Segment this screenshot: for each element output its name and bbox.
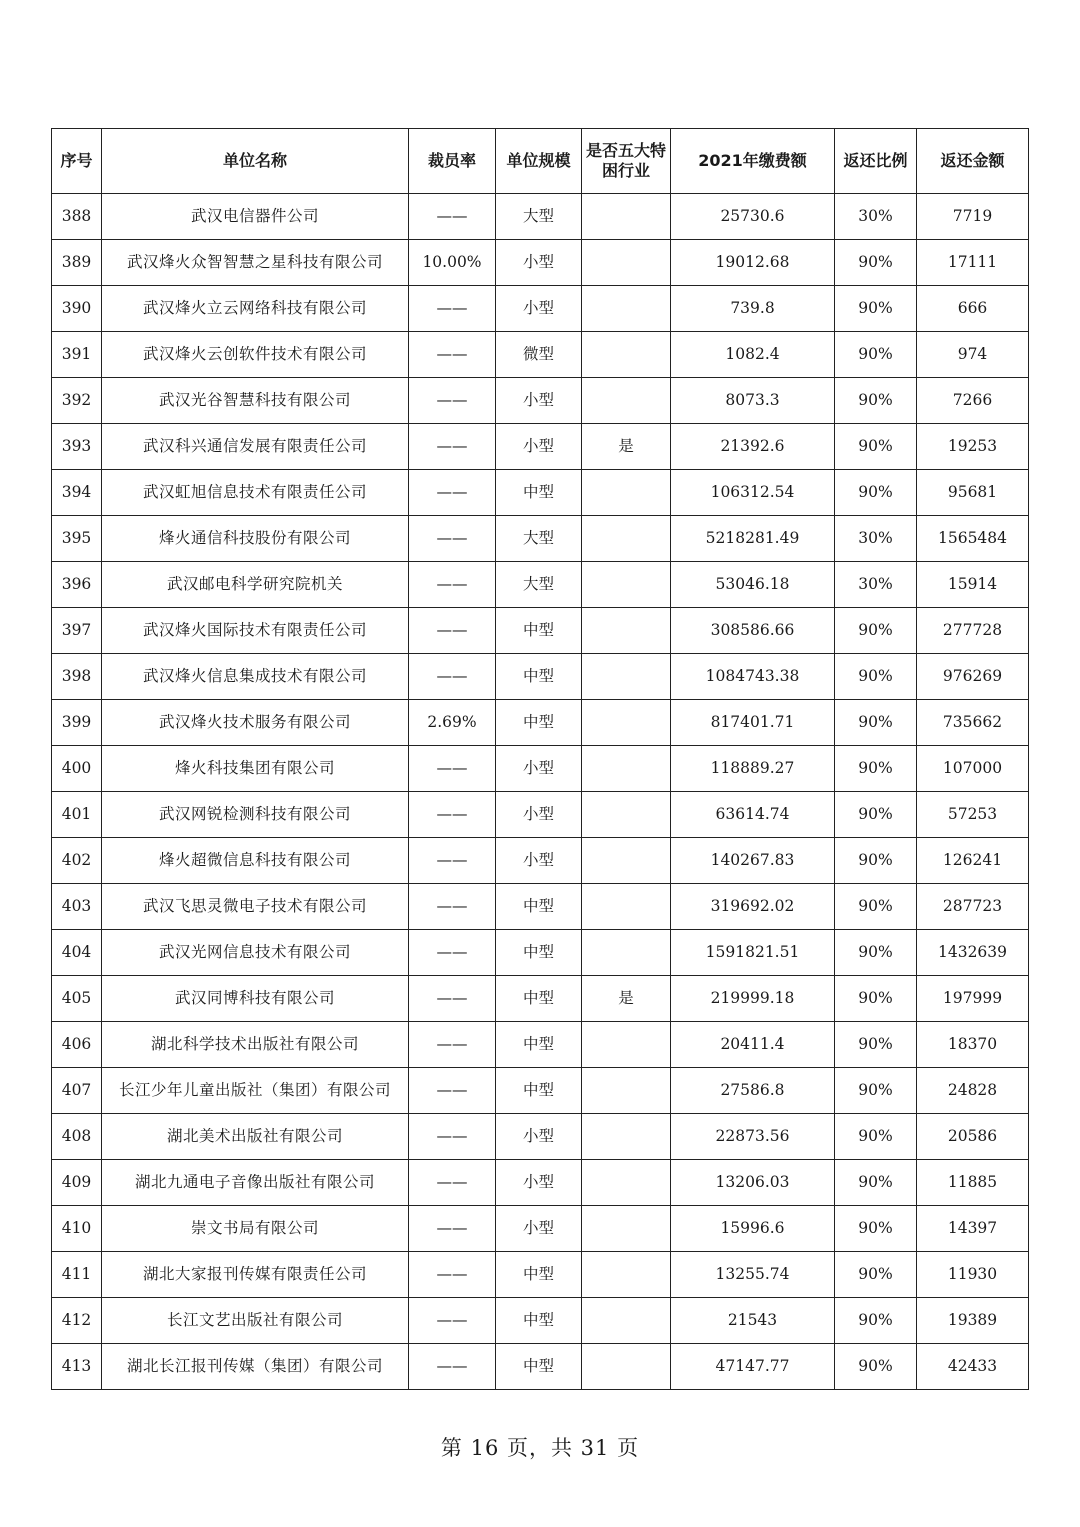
table-row: [52, 700, 1029, 746]
refund-ratio-cell: 90%: [835, 1068, 917, 1114]
table-row: [52, 516, 1029, 562]
unit-name-cell: 武汉网锐检测科技有限公司: [102, 792, 409, 838]
row-number-cell: 388: [52, 194, 102, 240]
unit-name-cell: 湖北长江报刊传媒（集团）有限公司: [102, 1344, 409, 1390]
refund-amount-cell: 7266: [917, 378, 1029, 424]
refund-ratio-cell: 90%: [835, 746, 917, 792]
unit-name-cell: 烽火超微信息科技有限公司: [102, 838, 409, 884]
contribution-2021-cell: 118889.27: [671, 746, 835, 792]
layoff-rate-cell: ——: [409, 378, 496, 424]
layoff-rate-cell: ——: [409, 746, 496, 792]
refund-ratio-cell: 90%: [835, 976, 917, 1022]
special-industry-cell: [582, 1068, 671, 1114]
unit-scale-cell: 小型: [496, 792, 582, 838]
unit-name-cell: 武汉烽火众智智慧之星科技有限公司: [102, 240, 409, 286]
special-industry-cell: 是: [582, 976, 671, 1022]
unit-scale-cell: 中型: [496, 884, 582, 930]
special-industry-cell: [582, 1252, 671, 1298]
table-row: [52, 1068, 1029, 1114]
contribution-2021-cell: 19012.68: [671, 240, 835, 286]
contribution-2021-cell: 22873.56: [671, 1114, 835, 1160]
refund-amount-cell: 57253: [917, 792, 1029, 838]
table-row: [52, 286, 1029, 332]
unit-name-cell: 武汉烽火国际技术有限责任公司: [102, 608, 409, 654]
header-cell: 返还金额: [917, 129, 1029, 194]
unit-scale-cell: 小型: [496, 378, 582, 424]
layoff-rate-cell: ——: [409, 470, 496, 516]
row-number-cell: 411: [52, 1252, 102, 1298]
special-industry-cell: [582, 792, 671, 838]
header-cell: 返还比例: [835, 129, 917, 194]
header-cell: 是否五大特困行业: [582, 129, 671, 194]
layoff-rate-cell: ——: [409, 884, 496, 930]
contribution-2021-cell: 140267.83: [671, 838, 835, 884]
row-number-cell: 397: [52, 608, 102, 654]
refund-ratio-cell: 90%: [835, 792, 917, 838]
table-row: [52, 378, 1029, 424]
table-row: [52, 470, 1029, 516]
layoff-rate-cell: ——: [409, 792, 496, 838]
row-number-cell: 409: [52, 1160, 102, 1206]
layoff-rate-cell: ——: [409, 1252, 496, 1298]
table-body: [52, 194, 1029, 1390]
table-row: [52, 1206, 1029, 1252]
refund-ratio-cell: 90%: [835, 654, 917, 700]
refund-ratio-cell: 90%: [835, 424, 917, 470]
row-number-cell: 393: [52, 424, 102, 470]
special-industry-cell: [582, 1160, 671, 1206]
row-number-cell: 401: [52, 792, 102, 838]
unit-scale-cell: 大型: [496, 516, 582, 562]
unit-name-cell: 湖北美术出版社有限公司: [102, 1114, 409, 1160]
refund-amount-cell: 19253: [917, 424, 1029, 470]
contribution-2021-cell: 1082.4: [671, 332, 835, 378]
refund-amount-cell: 17111: [917, 240, 1029, 286]
layoff-rate-cell: ——: [409, 286, 496, 332]
unit-scale-cell: 中型: [496, 608, 582, 654]
table-row: [52, 976, 1029, 1022]
special-industry-cell: [582, 1344, 671, 1390]
row-number-cell: 389: [52, 240, 102, 286]
refund-ratio-cell: 90%: [835, 1252, 917, 1298]
special-industry-cell: [582, 1298, 671, 1344]
refund-amount-cell: 7719: [917, 194, 1029, 240]
unit-scale-cell: 中型: [496, 654, 582, 700]
refund-ratio-cell: 90%: [835, 1160, 917, 1206]
refund-ratio-cell: 90%: [835, 930, 917, 976]
refund-table: [51, 128, 1029, 1390]
table-row: [52, 1160, 1029, 1206]
refund-ratio-cell: 90%: [835, 838, 917, 884]
special-industry-cell: [582, 700, 671, 746]
row-number-cell: 396: [52, 562, 102, 608]
refund-amount-cell: 666: [917, 286, 1029, 332]
unit-scale-cell: 中型: [496, 1298, 582, 1344]
layoff-rate-cell: ——: [409, 838, 496, 884]
refund-ratio-cell: 90%: [835, 700, 917, 746]
contribution-2021-cell: 47147.77: [671, 1344, 835, 1390]
unit-scale-cell: 小型: [496, 1206, 582, 1252]
row-number-cell: 403: [52, 884, 102, 930]
refund-amount-cell: 287723: [917, 884, 1029, 930]
table-row: [52, 1298, 1029, 1344]
special-industry-cell: [582, 562, 671, 608]
refund-ratio-cell: 90%: [835, 884, 917, 930]
special-industry-cell: [582, 516, 671, 562]
unit-scale-cell: 小型: [496, 746, 582, 792]
layoff-rate-cell: ——: [409, 608, 496, 654]
unit-name-cell: 湖北九通电子音像出版社有限公司: [102, 1160, 409, 1206]
row-number-cell: 410: [52, 1206, 102, 1252]
unit-scale-cell: 中型: [496, 1252, 582, 1298]
refund-ratio-cell: 90%: [835, 1022, 917, 1068]
contribution-2021-cell: 13206.03: [671, 1160, 835, 1206]
refund-ratio-cell: 30%: [835, 194, 917, 240]
layoff-rate-cell: ——: [409, 1068, 496, 1114]
refund-amount-cell: 20586: [917, 1114, 1029, 1160]
layoff-rate-cell: ——: [409, 332, 496, 378]
refund-amount-cell: 1565484: [917, 516, 1029, 562]
refund-ratio-cell: 90%: [835, 286, 917, 332]
row-number-cell: 398: [52, 654, 102, 700]
contribution-2021-cell: 27586.8: [671, 1068, 835, 1114]
row-number-cell: 400: [52, 746, 102, 792]
layoff-rate-cell: ——: [409, 1022, 496, 1068]
refund-ratio-cell: 90%: [835, 1298, 917, 1344]
header-cell: 2021年缴费额: [671, 129, 835, 194]
unit-scale-cell: 中型: [496, 1344, 582, 1390]
layoff-rate-cell: ——: [409, 930, 496, 976]
row-number-cell: 404: [52, 930, 102, 976]
refund-amount-cell: 95681: [917, 470, 1029, 516]
header-cell: 序号: [52, 129, 102, 194]
unit-name-cell: 长江文艺出版社有限公司: [102, 1298, 409, 1344]
unit-name-cell: 烽火科技集团有限公司: [102, 746, 409, 792]
unit-name-cell: 武汉虹旭信息技术有限责任公司: [102, 470, 409, 516]
special-industry-cell: [582, 378, 671, 424]
row-number-cell: 399: [52, 700, 102, 746]
unit-scale-cell: 小型: [496, 838, 582, 884]
unit-name-cell: 武汉烽火技术服务有限公司: [102, 700, 409, 746]
layoff-rate-cell: ——: [409, 1298, 496, 1344]
unit-name-cell: 长江少年儿童出版社（集团）有限公司: [102, 1068, 409, 1114]
row-number-cell: 408: [52, 1114, 102, 1160]
row-number-cell: 392: [52, 378, 102, 424]
row-number-cell: 413: [52, 1344, 102, 1390]
refund-ratio-cell: 90%: [835, 608, 917, 654]
unit-scale-cell: 中型: [496, 700, 582, 746]
refund-ratio-cell: 30%: [835, 562, 917, 608]
contribution-2021-cell: 63614.74: [671, 792, 835, 838]
special-industry-cell: [582, 838, 671, 884]
contribution-2021-cell: 25730.6: [671, 194, 835, 240]
unit-name-cell: 湖北科学技术出版社有限公司: [102, 1022, 409, 1068]
special-industry-cell: [582, 286, 671, 332]
refund-amount-cell: 42433: [917, 1344, 1029, 1390]
row-number-cell: 395: [52, 516, 102, 562]
unit-scale-cell: 大型: [496, 562, 582, 608]
unit-name-cell: 武汉烽火云创软件技术有限公司: [102, 332, 409, 378]
special-industry-cell: [582, 884, 671, 930]
table-row: [52, 654, 1029, 700]
contribution-2021-cell: 53046.18: [671, 562, 835, 608]
table-row: [52, 884, 1029, 930]
unit-scale-cell: 中型: [496, 976, 582, 1022]
unit-scale-cell: 中型: [496, 470, 582, 516]
unit-scale-cell: 中型: [496, 1068, 582, 1114]
refund-ratio-cell: 90%: [835, 1206, 917, 1252]
unit-name-cell: 武汉烽火立云网络科技有限公司: [102, 286, 409, 332]
layoff-rate-cell: ——: [409, 976, 496, 1022]
layoff-rate-cell: ——: [409, 562, 496, 608]
refund-amount-cell: 974: [917, 332, 1029, 378]
refund-amount-cell: 197999: [917, 976, 1029, 1022]
contribution-2021-cell: 817401.71: [671, 700, 835, 746]
table-row: [52, 424, 1029, 470]
table-row: [52, 1022, 1029, 1068]
table-row: [52, 1252, 1029, 1298]
unit-scale-cell: 中型: [496, 930, 582, 976]
contribution-2021-cell: 308586.66: [671, 608, 835, 654]
unit-scale-cell: 中型: [496, 1022, 582, 1068]
header-cell: 单位名称: [102, 129, 409, 194]
refund-amount-cell: 11885: [917, 1160, 1029, 1206]
special-industry-cell: [582, 470, 671, 516]
row-number-cell: 412: [52, 1298, 102, 1344]
layoff-rate-cell: ——: [409, 1160, 496, 1206]
special-industry-cell: [582, 608, 671, 654]
unit-name-cell: 武汉光谷智慧科技有限公司: [102, 378, 409, 424]
unit-name-cell: 武汉飞思灵微电子技术有限公司: [102, 884, 409, 930]
table-row: [52, 1344, 1029, 1390]
refund-amount-cell: 976269: [917, 654, 1029, 700]
special-industry-cell: [582, 1206, 671, 1252]
refund-ratio-cell: 90%: [835, 1344, 917, 1390]
special-industry-cell: [582, 1114, 671, 1160]
table-row: [52, 838, 1029, 884]
refund-amount-cell: 126241: [917, 838, 1029, 884]
table-row: [52, 332, 1029, 378]
header-row: [52, 129, 1029, 194]
contribution-2021-cell: 21392.6: [671, 424, 835, 470]
special-industry-cell: [582, 1022, 671, 1068]
refund-ratio-cell: 30%: [835, 516, 917, 562]
unit-scale-cell: 大型: [496, 194, 582, 240]
page-footer: 第 16 页，共 31 页: [440, 1436, 640, 1460]
refund-amount-cell: 1432639: [917, 930, 1029, 976]
refund-ratio-cell: 90%: [835, 332, 917, 378]
row-number-cell: 405: [52, 976, 102, 1022]
contribution-2021-cell: 1591821.51: [671, 930, 835, 976]
table-row: [52, 930, 1029, 976]
refund-amount-cell: 735662: [917, 700, 1029, 746]
refund-amount-cell: 14397: [917, 1206, 1029, 1252]
layoff-rate-cell: ——: [409, 1344, 496, 1390]
table-row: [52, 792, 1029, 838]
special-industry-cell: [582, 240, 671, 286]
table-row: [52, 1114, 1029, 1160]
unit-scale-cell: 小型: [496, 286, 582, 332]
layoff-rate-cell: 10.00%: [409, 240, 496, 286]
unit-scale-cell: 小型: [496, 424, 582, 470]
special-industry-cell: [582, 746, 671, 792]
contribution-2021-cell: 219999.18: [671, 976, 835, 1022]
special-industry-cell: 是: [582, 424, 671, 470]
table-row: [52, 240, 1029, 286]
refund-ratio-cell: 90%: [835, 470, 917, 516]
unit-scale-cell: 微型: [496, 332, 582, 378]
header-cell: 裁员率: [409, 129, 496, 194]
refund-ratio-cell: 90%: [835, 1114, 917, 1160]
table-row: [52, 746, 1029, 792]
unit-name-cell: 武汉邮电科学研究院机关: [102, 562, 409, 608]
contribution-2021-cell: 21543: [671, 1298, 835, 1344]
contribution-2021-cell: 1084743.38: [671, 654, 835, 700]
refund-amount-cell: 277728: [917, 608, 1029, 654]
refund-ratio-cell: 90%: [835, 240, 917, 286]
contribution-2021-cell: 13255.74: [671, 1252, 835, 1298]
special-industry-cell: [582, 332, 671, 378]
unit-name-cell: 崇文书局有限公司: [102, 1206, 409, 1252]
layoff-rate-cell: ——: [409, 424, 496, 470]
layoff-rate-cell: ——: [409, 194, 496, 240]
unit-name-cell: 武汉光网信息技术有限公司: [102, 930, 409, 976]
special-industry-cell: [582, 194, 671, 240]
refund-amount-cell: 15914: [917, 562, 1029, 608]
layoff-rate-cell: ——: [409, 516, 496, 562]
unit-scale-cell: 小型: [496, 1160, 582, 1206]
layoff-rate-cell: ——: [409, 1206, 496, 1252]
unit-name-cell: 武汉科兴通信发展有限责任公司: [102, 424, 409, 470]
contribution-2021-cell: 20411.4: [671, 1022, 835, 1068]
layoff-rate-cell: ——: [409, 654, 496, 700]
header-cell: 单位规模: [496, 129, 582, 194]
contribution-2021-cell: 5218281.49: [671, 516, 835, 562]
unit-name-cell: 武汉电信器件公司: [102, 194, 409, 240]
special-industry-cell: [582, 930, 671, 976]
unit-name-cell: 武汉烽火信息集成技术有限公司: [102, 654, 409, 700]
row-number-cell: 406: [52, 1022, 102, 1068]
table-row: [52, 608, 1029, 654]
refund-amount-cell: 107000: [917, 746, 1029, 792]
refund-amount-cell: 11930: [917, 1252, 1029, 1298]
special-industry-cell: [582, 654, 671, 700]
layoff-rate-cell: ——: [409, 1114, 496, 1160]
contribution-2021-cell: 8073.3: [671, 378, 835, 424]
row-number-cell: 391: [52, 332, 102, 378]
table-row: [52, 562, 1029, 608]
table-row: [52, 194, 1029, 240]
contribution-2021-cell: 739.8: [671, 286, 835, 332]
refund-amount-cell: 24828: [917, 1068, 1029, 1114]
unit-name-cell: 武汉同博科技有限公司: [102, 976, 409, 1022]
refund-amount-cell: 18370: [917, 1022, 1029, 1068]
contribution-2021-cell: 106312.54: [671, 470, 835, 516]
unit-name-cell: 湖北大家报刊传媒有限责任公司: [102, 1252, 409, 1298]
refund-amount-cell: 19389: [917, 1298, 1029, 1344]
row-number-cell: 390: [52, 286, 102, 332]
contribution-2021-cell: 15996.6: [671, 1206, 835, 1252]
contribution-2021-cell: 319692.02: [671, 884, 835, 930]
refund-ratio-cell: 90%: [835, 378, 917, 424]
unit-scale-cell: 小型: [496, 1114, 582, 1160]
row-number-cell: 407: [52, 1068, 102, 1114]
row-number-cell: 394: [52, 470, 102, 516]
unit-scale-cell: 小型: [496, 240, 582, 286]
unit-name-cell: 烽火通信科技股份有限公司: [102, 516, 409, 562]
row-number-cell: 402: [52, 838, 102, 884]
layoff-rate-cell: 2.69%: [409, 700, 496, 746]
